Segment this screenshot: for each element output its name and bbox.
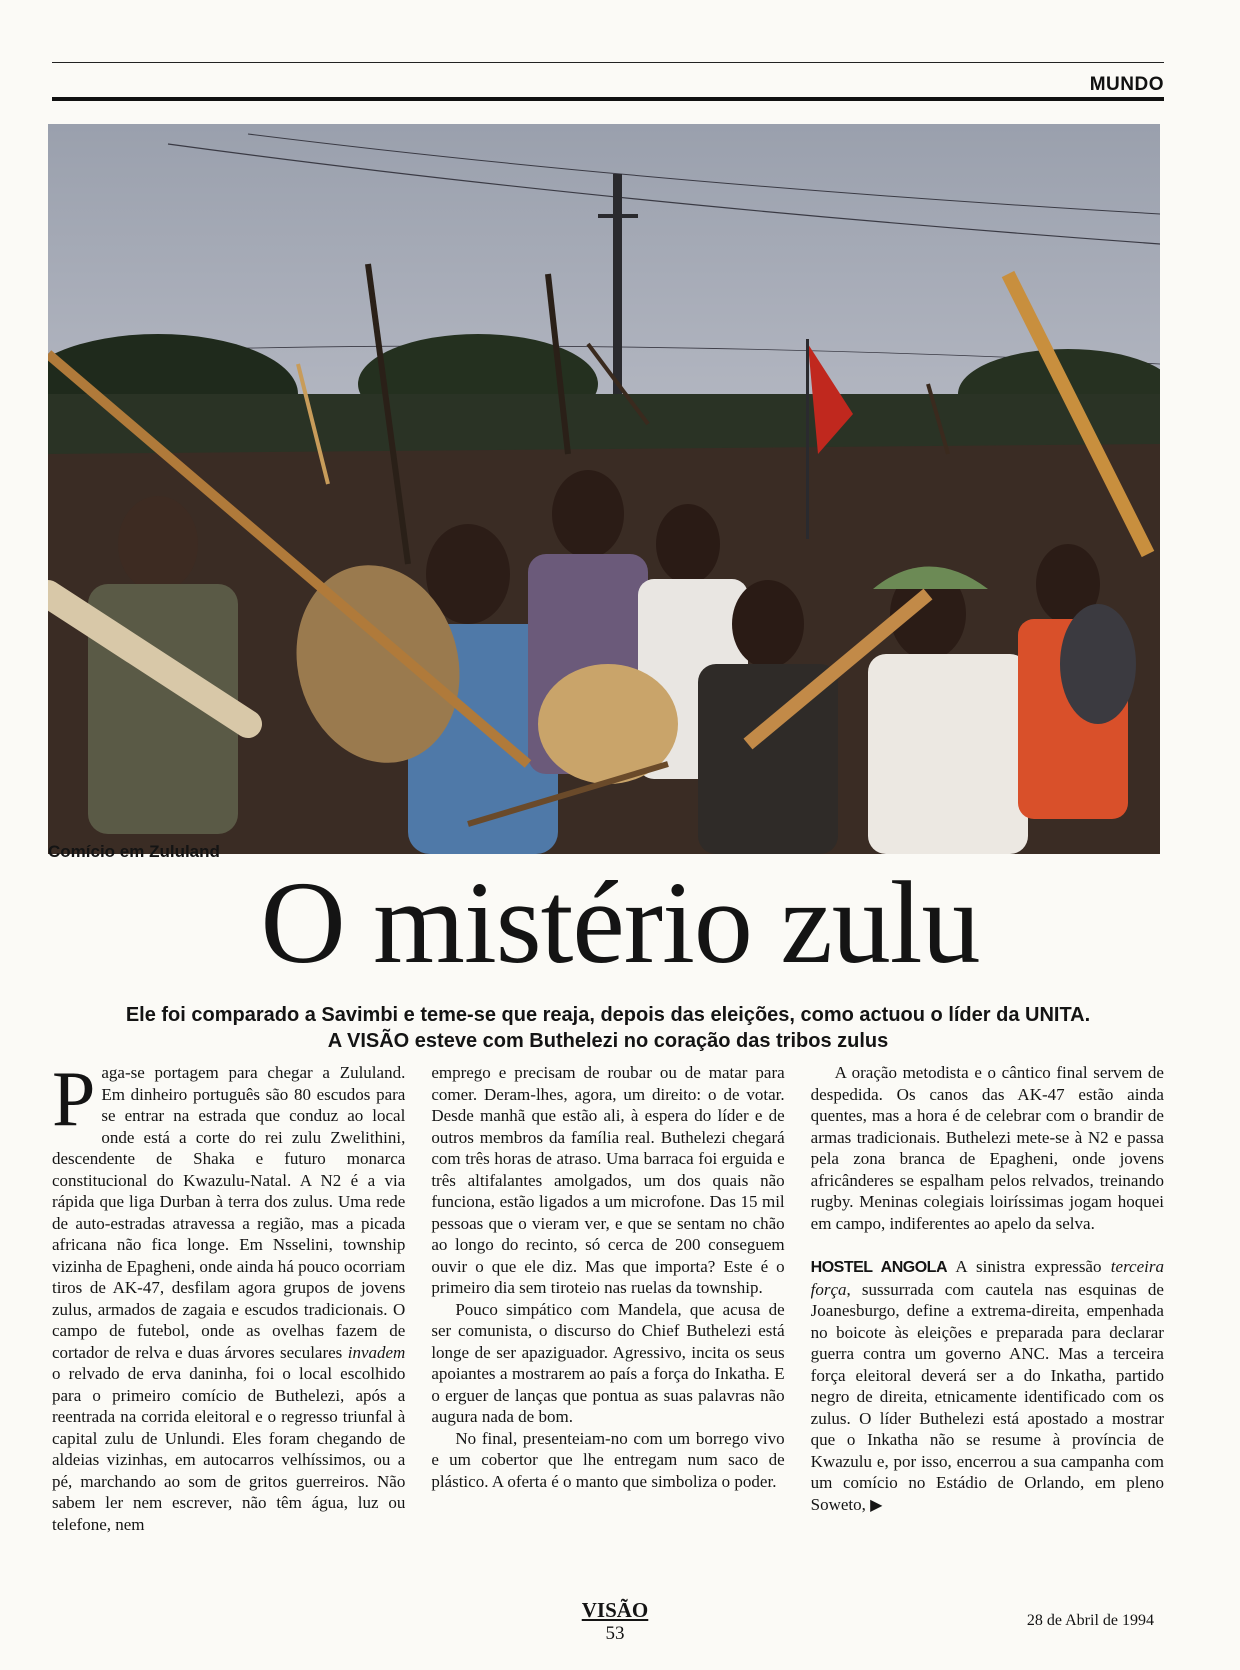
- issue-date: 28 de Abril de 1994: [1026, 1612, 1154, 1629]
- footer-magazine: [560, 1598, 670, 1645]
- rally-photo: [48, 124, 1160, 854]
- paragraph: emprego e precisam de roubar ou de matar para comer. Deram-lhes, agora, um direito: o de votar. Desde manhã que estão ali, à espera do líder e de outros membros da família real. Buthelezi chegará com três horas de atraso. Uma barraca foi erguida e três altifalantes amolgados, um dos quais não funciona, estão ligados a um microfone. Das 15 mil pessoas que o vieram ver, e que se sentam no chão ao longo do recinto, só cerca de 200 conseguem ouvir o que ele diz. Mas que importa? Este é o primeiro dia sem tiroteio nas ruelas da township.: [431, 1063, 785, 1297]
- page-number: 53: [605, 1623, 625, 1644]
- deck-line-2: A VISÃO esteve com Buthelezi no coração das tribos zulus: [327, 1030, 889, 1052]
- subhead-kicker: HOSTEL ANGOLA: [810, 1259, 947, 1276]
- magazine-name: VISÃO: [581, 1598, 649, 1622]
- section-break: [811, 1234, 1164, 1256]
- top-rule: [52, 62, 1164, 63]
- drop-cap: P: [52, 1062, 96, 1142]
- column-2: [431, 1062, 784, 1597]
- continue-arrow-icon: ▶: [870, 1496, 883, 1514]
- paragraph: A oração metodista e o cântico final servem de despedida. Os canos das AK-47 estão ainda quentes, mas a hora é de celebrar com o brandir de armas tradicionais. Buthelezi mete-se à N2 e passa pela zona branca de Epagheni, onde jovens africânderes se espalham pelos relvados, treinando rugby. Meninas colegiais loiríssimas jogam hoquei em campo, indiferentes ao apelo da selva.: [810, 1063, 1164, 1233]
- article-body: [52, 1062, 1164, 1597]
- rally-photo-illustration: [48, 124, 1160, 854]
- article-title: O mistério zulu: [260, 857, 980, 988]
- deck-line-1: Ele foi comparado a Savimbi e teme-se que reaja, depois das eleições, como actuou o líder da UNITA.: [125, 1004, 1091, 1026]
- paragraph: No final, presenteiam-no com um borrego vivo e um cobertor que lhe entregam num saco de plástico. A oferta é o manto que simboliza o poder.: [431, 1428, 785, 1491]
- article-deck: [52, 1002, 1164, 1054]
- paragraph: Pouco simpático com Mandela, que acusa de ser comunista, o discurso do Chief Buthelezi está longe de ser apaziguador. Agressivo, incita os seus apoiantes a mostrarem ao país a força do Inkatha. E o erguer de lanças que pontua as suas palavras não augura nada de bom.: [431, 1299, 785, 1426]
- paragraph: HOSTEL ANGOLA A sinistra expressão terceira força, sussurrada com cautela nas esquinas de Joanesburgo, define a extrema-direita, empenhada no boicote às eleições e preparada para declarar guerra contra um governo ANC. Mas a terceira força eleitoral deverá ser a do Inkatha, partido negro de direita, etnicamente identificado com os zulus. O líder Buthelezi está apostado a mostrar que o Inkatha não se resume à província de Kwazulu e, por isso, encerrou a sua campanha com um comício no Estádio de Orlando, em pleno Soweto, ▶: [810, 1257, 1164, 1514]
- paragraph: Paga-se portagem para chegar a Zululand. Em dinheiro português são 80 escudos para se entrar na estrada que conduz ao local onde está a corte do rei zulu Zwelithini, descendente de Shaka e futuro monarca constitucional do Kwazulu-Natal. A N2 é a via rápida que liga Durban à terra dos zulus. Uma rede de auto-estradas atravessa a região, mas a picada africana não fica longe. Em Nsselini, township vizinha de Epagheni, onde ainda há pouco ocorriam tiros de AK-47, desfilam agora grupos de jovens zulus, armados de zagaia e escudos tradicionais. O campo de futebol, onde as ovelhas fazem de cortador de relva e duas árvores seculares invadem o relvado de erva daninha, foi o local escolhido para o primeiro comício de Buthelezi, após a reentrada na corrida eleitoral e o regresso triunfal à capital zulu de Unlundi. Eles foram chegando de aldeias vizinhas, em autocarros velhíssimos, ou a pé, marchando ao som de gritos guerreiros. Não sabem ler nem escrever, não têm água, luz ou telefone, nem: [52, 1062, 406, 1534]
- column-3: [811, 1062, 1164, 1597]
- section-rule: [52, 97, 1164, 101]
- photo-caption: Comício em Zululand: [48, 842, 220, 861]
- section-label: MUNDO: [1089, 74, 1164, 95]
- column-1: [52, 1062, 405, 1597]
